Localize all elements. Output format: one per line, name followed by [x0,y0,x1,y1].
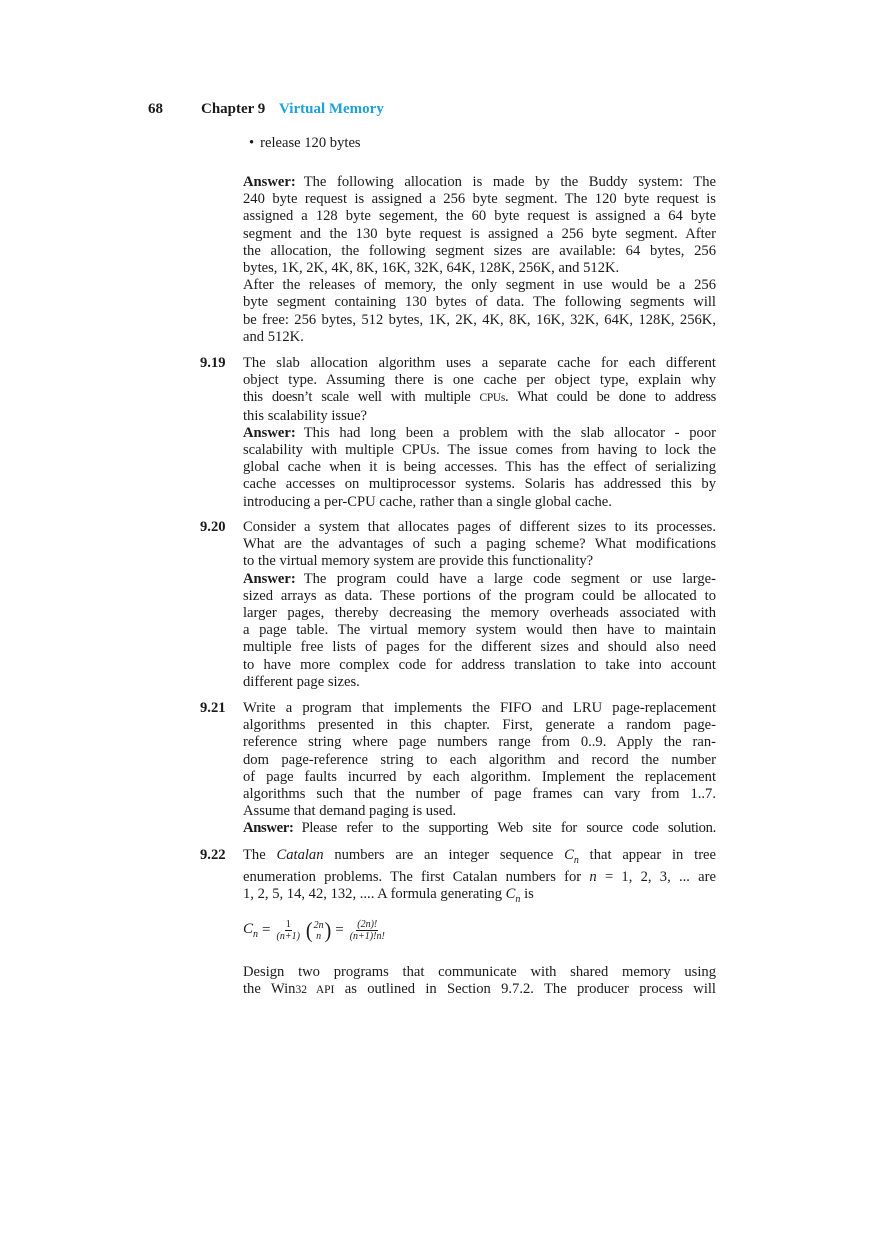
text-line: reference string where page numbers range from 0..9. Apply the ran- [243,734,716,751]
fraction: $\frac{1}{(n+1)}$ [276,919,300,942]
exercise-9-22 [243,847,716,908]
answer-buddy-system [243,174,716,346]
exercise-9-21 [243,700,716,838]
page-header [0,101,880,121]
page-number: 68 [148,101,163,117]
text-line: algorithms such that the number of page frames can vary from 1..7. [243,786,716,803]
text-line: cache accesses on multiprocessor systems. Solaris has addressed this by [243,476,716,493]
chapter-title: Virtual Memory [279,101,384,117]
text-line: larger pages, thereby decreasing the memory overheads associated with [243,605,716,622]
text-line: Answer: The following allocation is made by the Buddy system: The [243,174,716,190]
exercise-number: 9.22 [200,847,226,863]
text-line: enumeration problems. The first Catalan numbers for n = 1, 2, 3, ... are [243,869,716,886]
answer-label: Answer: [243,174,296,190]
text-line: 240 byte request is assigned a 256 byte segment. The 120 byte request is [243,191,716,208]
text-line: of page faults incurred by each algorithm. Implement the replacement [243,768,716,785]
text-line: introducing a per-CPU cache, rather than a single global cache. [243,493,612,510]
design-paragraph [243,964,716,999]
text-line: multiple free lists of pages for the different sizes and should also need [243,639,716,656]
text-line: Design two programs that communicate with shared memory using [243,964,716,980]
text-line: Consider a system that allocates pages of different sizes to its processes. [243,519,716,535]
catalan-term: Catalan [276,847,324,863]
chapter-label: Chapter 9 [201,101,266,117]
text-line: Answer: Please refer to the supporting Web site for source code solution. [243,820,716,837]
text-line: Assume that demand paging is used. [243,803,457,820]
catalan-formula: $C_n$ = $\frac{1}{(n+1)}$ ( 2n n ) = $\frac{(2n)!}{(n+1)!n!}$ [243,918,385,943]
text-line: global cache when it is being accesses. This has the effect of serializing [243,459,716,476]
text-line: byte segment containing 130 bytes of data. The following segments will [243,294,716,311]
text-line: to the virtual memory system are provide this functionality? [243,553,594,570]
text-line: algorithms presented in this chapter. First, generate a random page- [243,717,716,734]
answer-label: Answer: [243,820,294,837]
text-line: the Win32 API as outlined in Section 9.7.2. The producer process will [243,981,716,998]
text-line: Write a program that implements the FIFO and LRU page-replacement [243,700,716,716]
answer-label: Answer: [243,570,296,587]
text-line: a page table. The virtual memory system would then have to maintain [243,622,716,639]
text-line: be free: 256 bytes, 512 bytes, 1K, 2K, 4K, 8K, 16K, 32K, 64K, 128K, 256K, [243,311,716,328]
text-line: and 512K. [243,328,304,345]
exercise-9-19 [243,355,716,511]
exercise-number: 9.21 [200,700,226,716]
text-line: After the releases of memory, the only segment in use would be a 256 [243,277,716,294]
text-line: this scalability issue? [243,407,368,424]
text-line: assigned a 128 byte segement, the 60 byte request is assigned a 64 byte [243,208,716,225]
text-line: dom page-reference string to each algorithm and record the number [243,751,716,768]
exercise-number: 9.19 [200,355,226,371]
bullet-dot-icon: • [249,135,255,151]
text-line: Answer: This had long been a problem with the slab allocator - poor [243,424,716,441]
text-line: to have more complex code for address translation to take into account [243,656,716,673]
text-line: The slab allocation algorithm uses a separate cache for each different [243,355,716,371]
text-line: object type. Assuming there is one cache per object type, explain why [243,372,716,389]
text-line: bytes, 1K, 2K, 4K, 8K, 16K, 32K, 64K, 128K, 256K, and 512K. [243,260,620,277]
text-line: Answer: The program could have a large code segment or use large- [243,570,716,587]
text-line: this doesn’t scale well with multiple CPUs. What could be done to address [243,389,716,406]
text-line: 1, 2, 5, 14, 42, 132, .... A formula generating $C_n$ is [243,886,534,906]
bullet-item [249,135,361,152]
text-line: different page sizes. [243,673,360,690]
exercise-number: 9.20 [200,519,226,535]
text-line: sized arrays as data. These portions of the program could be allocated to [243,587,716,604]
text-line: scalability with multiple CPUs. The issue comes from having to lock the [243,442,716,459]
text-line: The Catalan numbers are an integer sequence $C_n$ that appear in tree [243,847,717,866]
exercise-9-20 [243,519,716,691]
text-line: What are the advantages of such a paging scheme? What modifications [243,536,716,553]
bullet-text: release 120 bytes [260,135,361,151]
text-line: the allocation, the following segment sizes are available: 64 bytes, 256 [243,242,716,259]
answer-label: Answer: [243,424,296,441]
fraction: $\frac{(2n)!}{(n+1)!n!}$ [349,919,385,942]
text-line: segment and the 130 byte request is assigned a 256 byte segment. After [243,225,716,242]
binomial-coefficient: ( 2n n ) [305,918,332,943]
